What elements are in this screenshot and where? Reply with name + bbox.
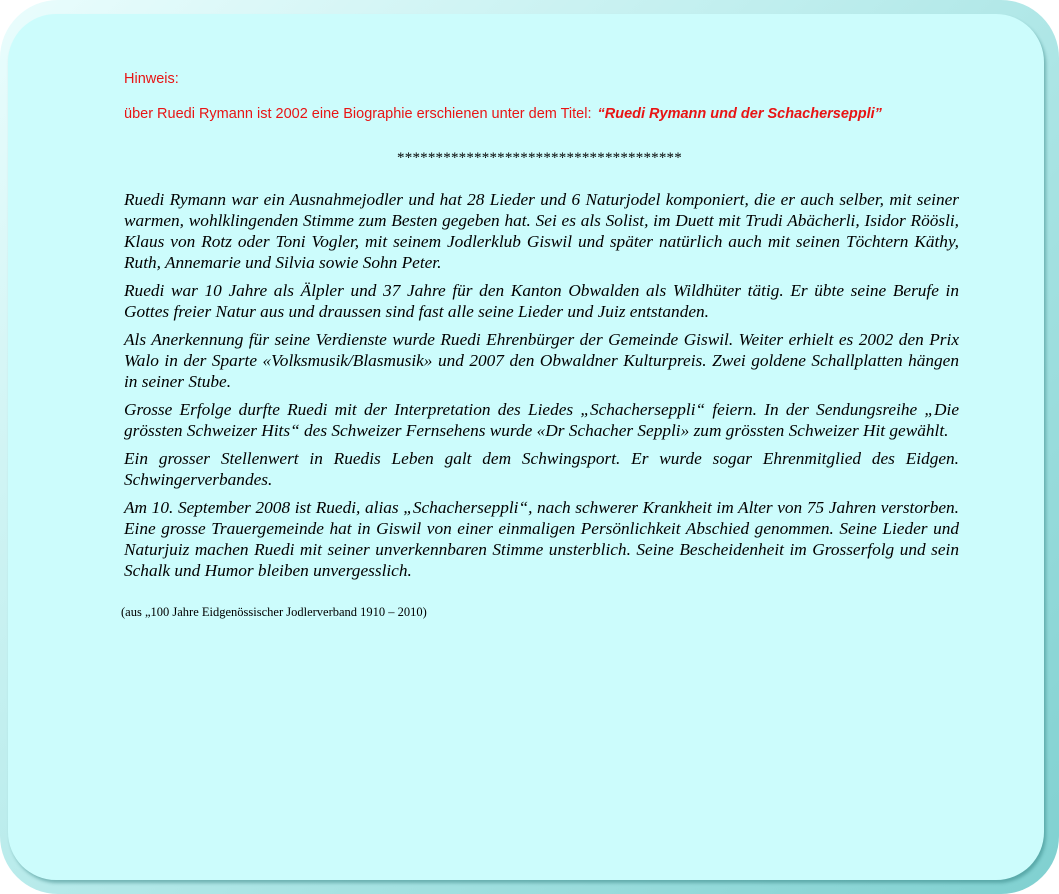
hint-sentence: über Ruedi Rymann ist 2002 eine Biographie erschienen unter dem Titel: (124, 106, 592, 122)
hint-label: Hinweis: (124, 71, 179, 87)
biography-text (117, 189, 959, 581)
separator: ************************************* (397, 150, 682, 166)
paragraph: Ruedi war 10 Jahre als Älpler und 37 Jahre für den Kanton Obwalden als Wildhüter tätig. Er übte seine Berufe in Gottes freier Natur aus und draussen sind fast alle seine Lieder und Juiz entstanden. (124, 281, 959, 321)
paragraph: Grosse Erfolge durfte Ruedi mit der Interpretation des Liedes „Schacherseppli“ feiern. In der Sendungsreihe „Die grössten Schweizer Hits“ des Schweizer Fernsehens wurde «Dr Schacher Seppli» zum grössten Schweizer Hit gewählt. (124, 400, 959, 440)
article (117, 56, 959, 620)
book-title: “Ruedi Rymann und der Schacherseppli” (597, 106, 882, 122)
source-citation: (aus „100 Jahre Eidgenössischer Jodlerverband 1910 – 2010) (121, 605, 427, 619)
paragraph: Ruedi Rymann war ein Ausnahmejodler und hat 28 Lieder und 6 Naturjodel komponiert, die er auch selber, mit seiner warmen, wohlklingenden Stimme zum Besten gegeben hat. Sei es als Solist, im Duett mit Trudi Abächerli, Isidor Röösli, Klaus von Rotz oder Toni Vogler, mit seinem Jodlerklub Giswil und später natürlich auch mit seinen Töchtern Käthy, Ruth, Annemarie und Silvia sowie Sohn Peter. (124, 190, 959, 272)
content-panel (8, 14, 1044, 880)
paragraph: Ein grosser Stellenwert in Ruedis Leben galt dem Schwingsport. Er wurde sogar Ehrenmitglied des Eidgen. Schwingerverbandes. (124, 449, 959, 489)
paragraph: Am 10. September 2008 ist Ruedi, alias „Schacherseppli“, nach schwerer Krankheit im Alter von 75 Jahren verstorben. Eine grosse Trauergemeinde hat in Giswil von einer einmaligen Persönlichkeit Abschied genommen. Seine Lieder und Naturjuiz machen Ruedi mit seiner unverkennbaren Stimme unsterblich. Seine Bescheidenheit im Grosserfolg und sein Schalk und Humor bleiben unvergesslich. (124, 498, 959, 580)
hint-text (124, 105, 959, 123)
paragraph: Als Anerkennung für seine Verdienste wurde Ruedi Ehrenbürger der Gemeinde Giswil. Weiter erhielt es 2002 den Prix Walo in der Sparte «Volksmusik/Blasmusik» und 2007 den Obwaldner Kulturpreis. Zwei goldene Schallplatten hängen in seiner Stube. (124, 330, 959, 391)
